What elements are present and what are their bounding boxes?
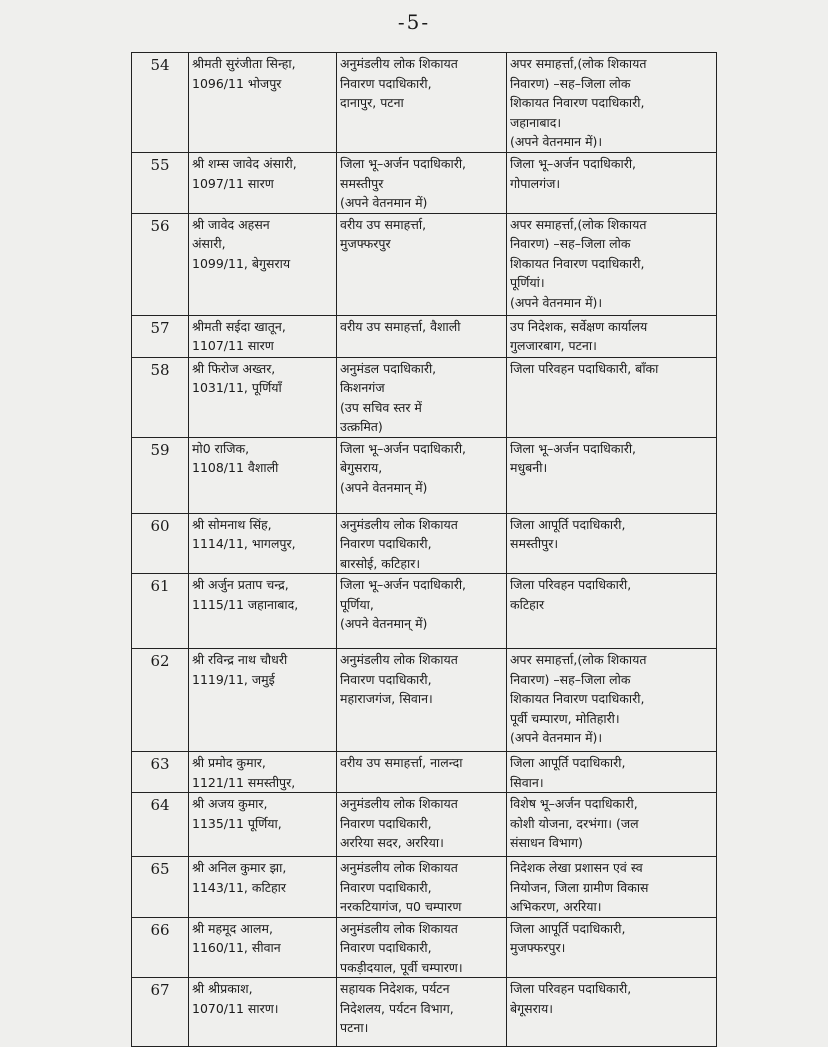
table-row	[132, 574, 717, 649]
current-post-line: निवारण पदाधिकारी,	[340, 940, 432, 955]
officer-name-line: 1096/11 भोजपुर	[192, 75, 282, 91]
current-post-cell	[337, 649, 507, 752]
current-post-line: पूर्णिया,	[340, 596, 374, 612]
current-post-line: वरीय उप समाहर्त्ता,	[340, 216, 427, 232]
current-post-cell	[337, 793, 507, 857]
officer-name-line: श्री जावेद अहसन	[192, 216, 270, 232]
new-post-line: निदेशक लेखा प्रशासन एवं स्व	[510, 860, 643, 875]
new-post-line: विशेष भू–अर्जन पदाधिकारी,	[510, 796, 638, 811]
new-post-cell	[507, 53, 717, 153]
page-number: -5-	[397, 10, 431, 34]
officer-name-cell	[189, 437, 337, 513]
new-post-cell	[507, 649, 717, 752]
current-post-line: निवारण पदाधिकारी,	[340, 815, 432, 831]
officer-name-line: श्री शम्स जावेद अंसारी,	[192, 156, 297, 171]
current-post-cell	[337, 513, 507, 574]
current-post-line: निवारण पदाधिकारी,	[340, 75, 432, 91]
officer-name-line: 1115/11 जहानाबाद,	[192, 596, 299, 612]
serial-number-cell: 66	[132, 917, 189, 978]
table-row	[132, 917, 717, 978]
new-post-line: मधुबनी।	[510, 460, 548, 475]
officer-name-line: मो0 राजिक,	[192, 440, 250, 456]
new-post-line: उप निदेशक, सर्वेक्षण कार्यालय	[510, 318, 648, 334]
current-post-line: निवारण पदाधिकारी,	[340, 536, 432, 551]
current-post-line: वरीय उप समाहर्त्ता, वैशाली	[340, 318, 461, 334]
new-post-line: निवारण) –सह–जिला लोक	[510, 75, 631, 91]
serial-number-cell: 59	[132, 437, 189, 513]
officer-name-line: श्री रविन्द्र नाथ चौधरी	[192, 652, 288, 667]
new-post-line: जिला परिवहन पदाधिकारी, बाँका	[510, 360, 659, 376]
new-post-line: बेगूसराय।	[510, 1000, 553, 1016]
current-post-line: (अपने वेतनमान् में)	[340, 479, 428, 495]
new-post-line: अभिकरण, अररिया।	[510, 899, 602, 914]
current-post-line: जिला भू–अर्जन पदाधिकारी,	[340, 440, 467, 456]
officer-name-line: 1114/11, भागलपुर,	[192, 536, 296, 551]
officer-name-line: 1119/11, जमुई	[192, 671, 275, 687]
officer-name-line: 1160/11, सीवान	[192, 940, 281, 955]
table-row	[132, 978, 717, 1047]
current-post-cell	[337, 315, 507, 357]
officer-name-cell	[189, 917, 337, 978]
new-post-line: शिकायत निवारण पदाधिकारी,	[510, 95, 645, 110]
current-post-cell	[337, 574, 507, 649]
table-row	[132, 649, 717, 752]
new-post-line: जिला आपूर्ति पदाधिकारी,	[510, 516, 626, 532]
officer-name-cell	[189, 213, 337, 315]
table-row	[132, 53, 717, 153]
officer-name-line: 1070/11 सारण।	[192, 1000, 279, 1016]
table-row	[132, 752, 717, 793]
officer-name-line: श्रीमती सईदा खातून,	[192, 318, 286, 334]
serial-number-cell: 55	[132, 153, 189, 214]
officer-name-cell	[189, 978, 337, 1047]
current-post-cell	[337, 437, 507, 513]
current-post-cell	[337, 53, 507, 153]
officer-name-cell	[189, 752, 337, 793]
current-post-line: निदेशलय, पर्यटन विभाग,	[340, 1000, 454, 1016]
serial-number-cell: 64	[132, 793, 189, 857]
officer-name-line: 1097/11 सारण	[192, 175, 274, 191]
officer-name-line: अंसारी,	[192, 236, 226, 251]
new-post-line: (अपने वेतनमान में)।	[510, 134, 603, 149]
current-post-line: निवारण पदाधिकारी,	[340, 671, 432, 687]
table-row	[132, 153, 717, 214]
new-post-line: गुलजारबाग, पटना।	[510, 338, 597, 353]
serial-number-cell: 62	[132, 649, 189, 752]
serial-number-cell: 67	[132, 978, 189, 1047]
new-post-line: निवारण) –सह–जिला लोक	[510, 671, 631, 687]
new-post-cell	[507, 513, 717, 574]
officer-name-cell	[189, 53, 337, 153]
current-post-line: अनुमंडलीय लोक शिकायत	[340, 860, 458, 875]
new-post-line: अपर समाहर्त्ता,(लोक शिकायत	[510, 652, 647, 667]
current-post-line: अनुमंडलीय लोक शिकायत	[340, 652, 458, 667]
officer-name-cell	[189, 513, 337, 574]
officer-name-line: 1135/11 पूर्णिया,	[192, 815, 282, 831]
new-post-line: जिला भू–अर्जन पदाधिकारी,	[510, 440, 637, 456]
serial-number-cell: 63	[132, 752, 189, 793]
table-row	[132, 793, 717, 857]
table-row	[132, 315, 717, 357]
officer-name-line: श्री श्रीप्रकाश,	[192, 981, 253, 996]
current-post-line: बेगुसराय,	[340, 460, 383, 475]
officer-name-line: श्री अजय कुमार,	[192, 796, 268, 811]
new-post-line: (अपने वेतनमान में)।	[510, 730, 603, 745]
new-post-line: पूर्णियां।	[510, 275, 545, 290]
serial-number-cell: 60	[132, 513, 189, 574]
current-post-line: वरीय उप समाहर्त्ता, नालन्दा	[340, 755, 463, 770]
new-post-line: कटिहार	[510, 596, 545, 612]
officer-name-cell	[189, 857, 337, 918]
new-post-line: पूर्वी चम्पारण, मोतिहारी।	[510, 710, 620, 726]
new-post-line: जिला परिवहन पदाधिकारी,	[510, 577, 632, 592]
serial-number-cell: 57	[132, 315, 189, 357]
current-post-cell	[337, 857, 507, 918]
current-post-line: पटना।	[340, 1020, 369, 1035]
current-post-cell	[337, 917, 507, 978]
current-post-line: किशनगंज	[340, 380, 385, 395]
new-post-cell	[507, 153, 717, 214]
new-post-line: सिवान।	[510, 774, 544, 790]
serial-number-cell: 65	[132, 857, 189, 918]
officer-name-line: श्री फिरोज अख्तर,	[192, 360, 276, 376]
current-post-line: अनुमंडलीय लोक शिकायत	[340, 56, 458, 71]
new-post-line: जिला आपूर्ति पदाधिकारी,	[510, 755, 626, 770]
new-post-line: जिला भू–अर्जन पदाधिकारी,	[510, 156, 637, 171]
new-post-cell	[507, 752, 717, 793]
new-post-cell	[507, 857, 717, 918]
current-post-line: अनुमंडल पदाधिकारी,	[340, 360, 437, 376]
new-post-line: जहानाबाद।	[510, 114, 562, 130]
officer-name-cell	[189, 649, 337, 752]
current-post-cell	[337, 153, 507, 214]
current-post-line: निवारण पदाधिकारी,	[340, 879, 432, 895]
new-post-cell	[507, 315, 717, 357]
current-post-line: (अपने वेतनमान में)	[340, 195, 428, 210]
current-post-line: अनुमंडलीय लोक शिकायत	[340, 796, 458, 811]
current-post-line: सहायक निदेशक, पर्यटन	[340, 981, 450, 996]
current-post-line: उत्क्रमित)	[340, 419, 383, 434]
officer-name-line: 1099/11, बेगुसराय	[192, 255, 291, 271]
new-post-cell	[507, 213, 717, 315]
serial-number-cell: 58	[132, 357, 189, 437]
new-post-line: शिकायत निवारण पदाधिकारी,	[510, 255, 645, 271]
current-post-line: (अपने वेतनमान् में)	[340, 616, 428, 631]
officer-name-cell	[189, 153, 337, 214]
table-row	[132, 213, 717, 315]
officer-name-line: 1031/11, पूर्णियाँ	[192, 380, 282, 395]
current-post-cell	[337, 978, 507, 1047]
new-post-line: मुजफ्फरपुर।	[510, 940, 566, 955]
transfer-table	[131, 52, 717, 1047]
current-post-line: समस्तीपुर	[340, 175, 384, 191]
current-post-line: जिला भू–अर्जन पदाधिकारी,	[340, 577, 467, 592]
serial-number-cell: 54	[132, 53, 189, 153]
current-post-line: अनुमंडलीय लोक शिकायत	[340, 516, 458, 532]
new-post-line: शिकायत निवारण पदाधिकारी,	[510, 691, 645, 706]
current-post-line: मुजफ्फरपुर	[340, 236, 391, 251]
current-post-line: अनुमंडलीय लोक शिकायत	[340, 920, 458, 936]
new-post-line: अपर समाहर्त्ता,(लोक शिकायत	[510, 216, 647, 232]
officer-name-line: 1143/11, कटिहार	[192, 879, 287, 895]
officer-name-line: 1108/11 वैशाली	[192, 460, 279, 475]
serial-number-cell: 61	[132, 574, 189, 649]
officer-name-line: श्री प्रमोद कुमार,	[192, 755, 266, 770]
officer-name-cell	[189, 793, 337, 857]
officer-name-line: 1107/11 सारण	[192, 338, 274, 353]
new-post-line: अपर समाहर्त्ता,(लोक शिकायत	[510, 56, 647, 71]
new-post-cell	[507, 574, 717, 649]
officer-name-cell	[189, 357, 337, 437]
officer-name-line: श्री अनिल कुमार झा,	[192, 860, 287, 875]
officer-name-line: श्रीमती सुरंजीता सिन्हा,	[192, 56, 296, 71]
new-post-cell	[507, 793, 717, 857]
current-post-cell	[337, 752, 507, 793]
new-post-line: नियोजन, जिला ग्रामीण विकास	[510, 879, 649, 895]
table-row	[132, 357, 717, 437]
table-row	[132, 437, 717, 513]
officer-name-line: श्री महमूद आलम,	[192, 920, 273, 936]
officer-name-cell	[189, 315, 337, 357]
new-post-line: समस्तीपुर।	[510, 536, 559, 551]
current-post-cell	[337, 357, 507, 437]
new-post-cell	[507, 917, 717, 978]
current-post-line: नरकटियागंज, प0 चम्पारण	[340, 899, 462, 914]
new-post-line: गोपालगंज।	[510, 175, 561, 191]
officer-name-line: श्री सोमनाथ सिंह,	[192, 516, 272, 532]
current-post-line: (उप सचिव स्तर में	[340, 399, 422, 415]
new-post-cell	[507, 978, 717, 1047]
new-post-line: संसाधन विभाग)	[510, 835, 583, 850]
current-post-line: जिला भू–अर्जन पदाधिकारी,	[340, 156, 467, 171]
current-post-cell	[337, 213, 507, 315]
new-post-line: कोशी योजना, दरभंगा। (जल	[510, 815, 639, 831]
new-post-cell	[507, 437, 717, 513]
table-row	[132, 857, 717, 918]
officer-name-cell	[189, 574, 337, 649]
new-post-cell	[507, 357, 717, 437]
new-post-line: जिला आपूर्ति पदाधिकारी,	[510, 920, 626, 936]
officer-name-line: 1121/11 समस्तीपुर,	[192, 774, 296, 790]
new-post-line: (अपने वेतनमान में)।	[510, 294, 603, 310]
officer-name-line: श्री अर्जुन प्रताप चन्द्र,	[192, 577, 289, 592]
current-post-line: बारसोई, कटिहार।	[340, 555, 421, 571]
current-post-line: अररिया सदर, अररिया।	[340, 835, 444, 850]
current-post-line: दानापुर, पटना	[340, 95, 404, 110]
current-post-line: महाराजगंज, सिवान।	[340, 691, 433, 706]
serial-number-cell: 56	[132, 213, 189, 315]
new-post-line: निवारण) –सह–जिला लोक	[510, 236, 631, 251]
table-row	[132, 513, 717, 574]
current-post-line: पकड़ीदयाल, पूर्वी चम्पारण।	[340, 959, 463, 975]
new-post-line: जिला परिवहन पदाधिकारी,	[510, 981, 632, 996]
